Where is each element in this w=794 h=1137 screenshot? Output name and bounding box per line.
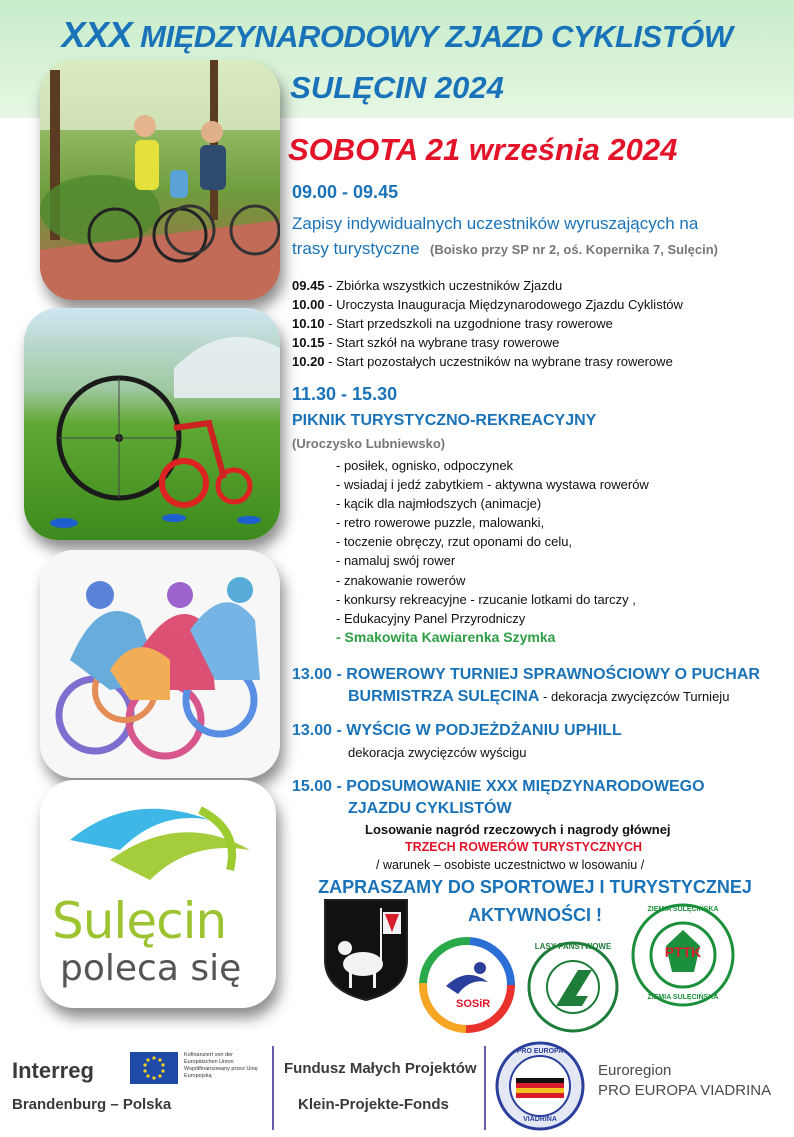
footer-divider — [272, 1046, 274, 1130]
pttk-ring-top: ZIEMIA SULĘCIŃSKA — [647, 906, 719, 913]
list-item: 09.45 - Zbiórka wszystkich uczestników Zjazdu — [292, 278, 563, 293]
interreg-label: Interreg — [12, 1058, 94, 1083]
brandenburg-label: Brandenburg – Polska — [12, 1096, 172, 1113]
pttk-label: PTTK — [664, 944, 702, 960]
poleca-sie-text: poleca się — [60, 948, 242, 989]
coat-of-arms-icon — [323, 898, 409, 1002]
list-item: - posiłek, ognisko, odpoczynek — [336, 458, 514, 473]
eu-cofinance-text: Kofinanziert von der Europäischen Union Współfinansowany przez Unię Europejską — [184, 1052, 258, 1079]
list-item: - wsiadaj i jedź zabytkiem - aktywna wystawa rowerów — [336, 477, 649, 493]
block1-location: (Boisko przy SP nr 2, oś. Kopernika 7, Sulęcin) — [430, 242, 719, 257]
emblem-ring-top: PRO EUROPA — [516, 1048, 564, 1055]
photo-family-cycling — [40, 60, 280, 300]
list-item: 10.10 - Start przedszkoli na uzgodnione trasy rowerowe — [292, 316, 613, 332]
event2-line2: dekoracja zwycięzców wyścigu — [348, 745, 527, 760]
invite-line-1: ZAPRASZAMY DO SPORTOWEJ I TURYSTYCZNEJ — [318, 877, 752, 897]
invite-line-2: AKTYWNOŚCI ! — [468, 905, 602, 925]
euroregion-line-2: PRO EUROPA VIADRINA — [598, 1082, 772, 1099]
event2-line1: 13.00 - WYŚCIG W PODJEŻDŻANIU UPHILL — [292, 722, 622, 739]
block2-title: PIKNIK TURYSTYCZNO-REKREACYJNY — [292, 412, 597, 429]
lasy-label: LASY PAŃSTWOWE — [534, 942, 612, 951]
block1-desc-2: trasy turystyczne (Boisko przy SP nr 2, oś. Kopernika 7, Sulęcin) — [292, 239, 719, 258]
block1-time: 09.00 - 09.45 — [292, 182, 399, 202]
event3-line2: ZJAZDU CYKLISTÓW — [348, 800, 512, 817]
footer-divider — [484, 1046, 486, 1130]
event3-line1: 15.00 - PODSUMOWANIE XXX MIĘDZYNARODOWEGO — [292, 778, 705, 795]
block1-desc-1: Zapisy indywidualnych uczestników wyruszających na — [292, 214, 699, 233]
photo-penny-farthing — [24, 308, 280, 540]
illustration-cyclists — [40, 550, 280, 778]
picnic-highlight: - Smakowita Kawiarenka Szymka — [336, 628, 556, 645]
emblem-ring-bottom: VIADRINA — [523, 1116, 557, 1123]
block2-time: 11.30 - 15.30 — [292, 384, 398, 404]
list-item: 10.15 - Start szkół na wybrane trasy rowerowe — [292, 335, 560, 351]
lasy-panstwowe-logo — [526, 940, 620, 1034]
block2-location: (Uroczysko Lubniewsko) — [292, 436, 446, 451]
list-item: - retro rowerowe puzzle, malowanki, — [336, 515, 545, 531]
prize-highlight: TRZECH ROWERÓW TURYSTYCZNYCH — [405, 840, 643, 854]
prize-condition: / warunek – osobiste uczestnictwo w losowaniu / — [376, 858, 645, 872]
list-item: 10.20 - Start pozostałych uczestników na wybrane trasy rowerowe — [292, 354, 673, 370]
list-item: - kącik dla najmłodszych (animacje) — [336, 496, 542, 512]
list-item: - namaluj swój rower — [336, 553, 456, 569]
fund-line-1: Fundusz Małych Projektów — [284, 1060, 477, 1077]
list-item: - konkursy rekreacyjne - rzucanie lotkami do tarczy , — [336, 591, 636, 607]
title-line-1: XXX MIĘDZYNARODOWY ZJAZD CYKLISTÓW — [61, 14, 733, 55]
euroregion-line-1: Euroregion — [598, 1062, 672, 1079]
event1-line2: BURMISTRZA SULĘCINA - dekoracja zwycięzców Turnieju — [348, 688, 730, 705]
sosir-logo — [418, 936, 516, 1034]
pttk-ring-bottom: ZIEMIA SULĘCIŃSKA — [647, 994, 719, 1001]
schedule-list-1 — [292, 276, 683, 371]
pro-europa-viadrina-emblem — [494, 1040, 586, 1132]
sulecin-text: Sulęcin — [52, 892, 227, 950]
list-item: - toczenie obręczy, rzut oponami do celu, — [336, 534, 573, 550]
pttk-logo — [628, 900, 738, 1010]
eu-flag-icon — [130, 1052, 178, 1084]
prize-line: Losowanie nagród rzeczowych i nagrody głównej — [365, 822, 671, 837]
list-item: - znakowanie rowerów — [336, 572, 466, 588]
list-item: 10.00 - Uroczysta Inauguracja Międzynarodowego Zjazdu Cyklistów — [292, 297, 683, 313]
fund-line-2: Klein-Projekte-Fonds — [298, 1096, 449, 1113]
event1-line1: 13.00 - ROWEROWY TURNIEJ SPRAWNOŚCIOWY O PUCHAR — [292, 666, 760, 683]
title-line-2: SULĘCIN 2024 — [290, 70, 504, 105]
list-item: - Edukacyjny Panel Przyrodniczy — [336, 610, 526, 626]
logo-sulecin-poleca-sie — [40, 780, 276, 1008]
picnic-list — [336, 456, 649, 647]
event-date: SOBOTA 21 września 2024 — [288, 132, 678, 167]
sosir-label: SOSiR — [456, 998, 491, 1010]
